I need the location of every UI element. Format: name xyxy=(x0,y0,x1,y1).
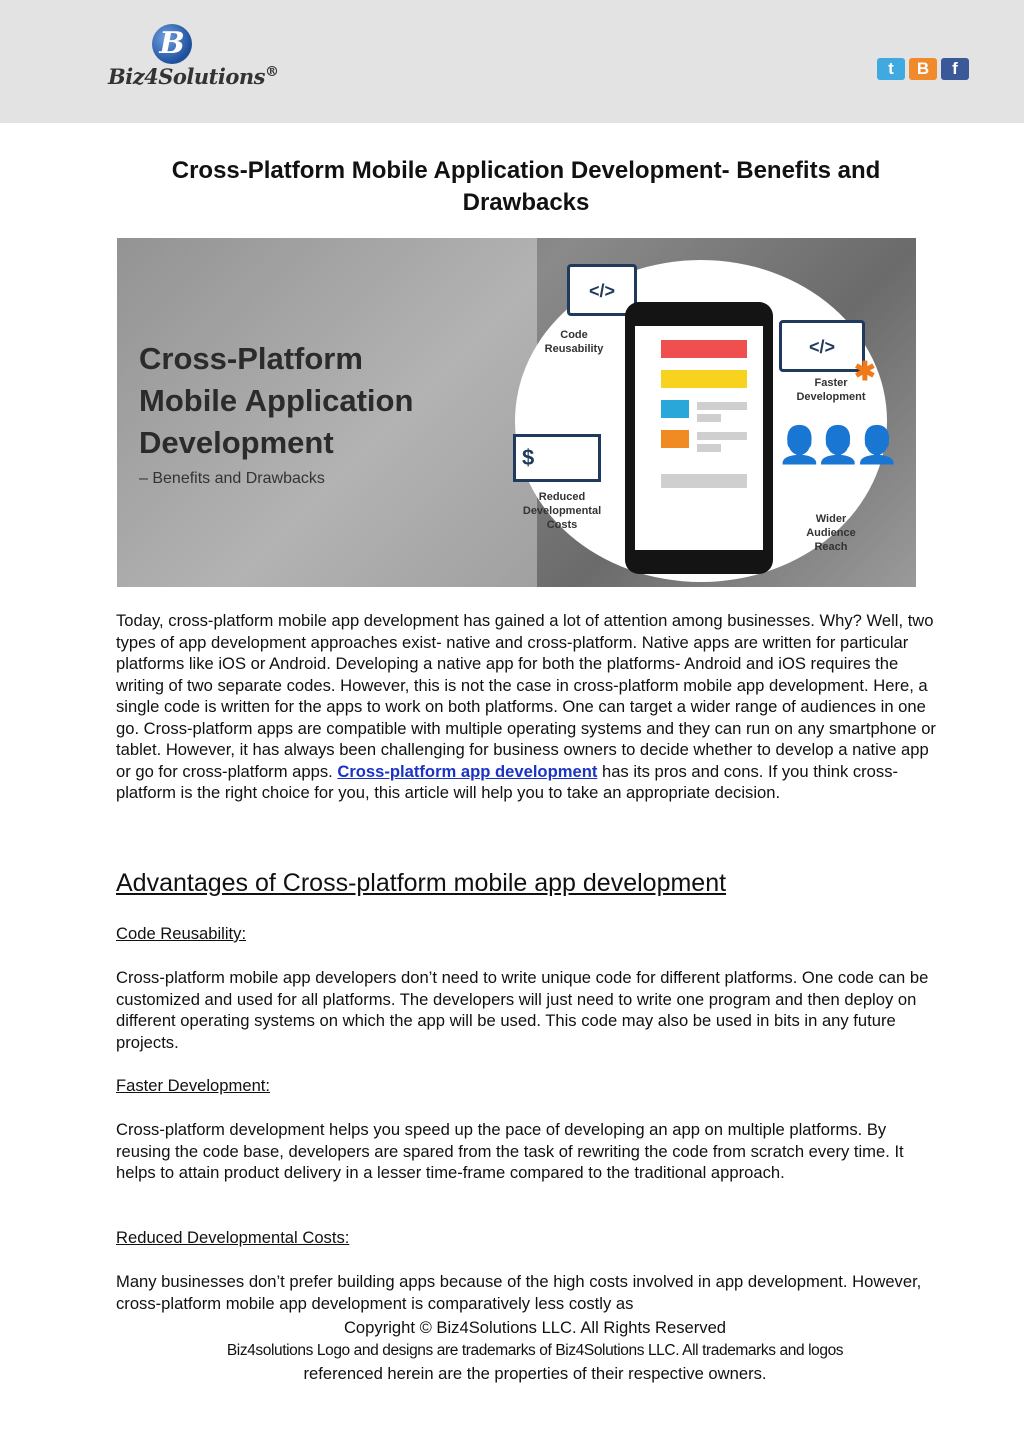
page-title-line-2: Drawbacks xyxy=(462,189,590,216)
footer-ownership: referenced herein are the properties of their respective owners. xyxy=(303,1364,767,1383)
intro-text: Today, cross-platform mobile app development has gained a lot of attention among businesses. Why? Well, two types of app development approaches exist- native and cross-platform. Native apps are written for particular platforms like iOS or Android. Developing a native app for both the platforms- Android and iOS requires the writing of two separate codes. However, this is not the case in cross-platform mobile app development. Here, a single code is written for the apps to work on both platforms. One can target a wider range of audiences in one go. Cross-platform apps are compatible with multiple operating systems and they can run on any smartphone or tablet. However, it has always been challenging for business owners to decide whether to develop a native app or go for cross-platform apps. xyxy=(116,611,936,781)
screen-line xyxy=(697,414,721,422)
label-line: Faster xyxy=(814,377,848,389)
label-line: Wider xyxy=(815,513,847,525)
phone-icon xyxy=(625,302,773,574)
gear-icon: ✱ xyxy=(854,356,876,386)
label-line: Reusability xyxy=(544,343,604,355)
logo-emblem-icon: B xyxy=(152,24,192,64)
hero-heading xyxy=(139,338,413,464)
label-line: Developmental xyxy=(522,505,602,517)
label-faster-development xyxy=(781,376,881,404)
audience-icon: 👤👤👤 xyxy=(777,424,894,465)
hero-heading-line-1: Cross-Platform xyxy=(139,341,363,376)
screen-line xyxy=(697,402,747,410)
label-line: Development xyxy=(796,391,866,403)
hero-heading-line-2: Mobile Application xyxy=(139,383,414,418)
money-bill-icon xyxy=(513,434,601,482)
label-reduced-costs xyxy=(505,490,619,532)
intro-paragraph xyxy=(116,610,938,804)
reduced-costs-heading: Reduced Developmental Costs: xyxy=(116,1228,350,1247)
hero-heading-line-3: Development xyxy=(139,425,334,460)
company-logo[interactable] xyxy=(108,24,278,96)
reduced-costs-body: Many businesses don’t prefer building apps because of the high costs involved in app development. However, cross-platform mobile app development is comparatively less costly as xyxy=(116,1272,922,1313)
code-reusability-heading: Code Reusability: xyxy=(116,924,247,943)
cross-platform-app-development-link[interactable]: Cross-platform app development xyxy=(337,761,598,781)
faster-development-heading: Faster Development: xyxy=(116,1076,271,1095)
label-line: Code xyxy=(560,329,588,341)
twitter-icon[interactable]: t xyxy=(877,58,905,80)
footer-trademarks: Biz4solutions Logo and designs are trademarks of Biz4Solutions LLC. All trademarks and logos xyxy=(226,1342,844,1359)
intro-text-end: has its pros and cons. If you think cross-platform is the right choice for you, this article will help you to take an appropriate decision. xyxy=(116,761,899,802)
page-title-line-1: Cross-Platform Mobile Application Development- Benefits and xyxy=(171,157,881,184)
label-code-reusability xyxy=(529,328,619,356)
hero-subheading: – Benefits and Drawbacks xyxy=(139,470,325,487)
label-line: Costs xyxy=(546,519,578,531)
logo-wordmark: Biz4Solutions® xyxy=(108,64,279,89)
screen-bar-yellow xyxy=(661,370,747,388)
faster-development-icon: </> xyxy=(779,320,865,372)
screen-block-blue xyxy=(661,400,689,418)
label-line: Reduced xyxy=(538,491,586,503)
label-wider-audience xyxy=(785,512,877,554)
screen-line xyxy=(661,474,747,488)
advantages-heading: Advantages of Cross-platform mobile app development xyxy=(116,869,727,897)
code-reusability-icon: </> xyxy=(567,264,637,316)
page-title xyxy=(100,155,952,219)
social-links xyxy=(877,58,969,80)
blogger-icon[interactable]: B xyxy=(909,58,937,80)
phone-screen xyxy=(635,326,763,550)
screen-block-orange xyxy=(661,430,689,448)
page-header xyxy=(0,0,1024,123)
hero-banner-image xyxy=(117,238,916,587)
screen-line xyxy=(697,444,721,452)
faster-development-body: Cross-platform development helps you speed up the pace of developing an app on multiple platforms. By reusing the code base, developers are spared from the task of rewriting the code from scratch every time. It helps to attain product delivery in a lesser time-frame compared to the traditional approach. xyxy=(116,1120,904,1182)
screen-line xyxy=(697,432,747,440)
screen-bar-red xyxy=(661,340,747,358)
footer-copyright: Copyright © Biz4Solutions LLC. All Rights Reserved xyxy=(343,1318,727,1337)
label-line: Audience xyxy=(806,527,856,539)
label-line: Reach xyxy=(814,541,848,553)
facebook-icon[interactable]: f xyxy=(941,58,969,80)
dollar-sign: $ xyxy=(522,445,535,470)
code-reusability-body: Cross-platform mobile app developers don’t need to write unique code for different platforms. One code can be customized and used for all platforms. The developers will just need to write one program and then deploy on different operating systems on which the app will be used. This code may also be used in bits in any future projects. xyxy=(116,968,929,1052)
